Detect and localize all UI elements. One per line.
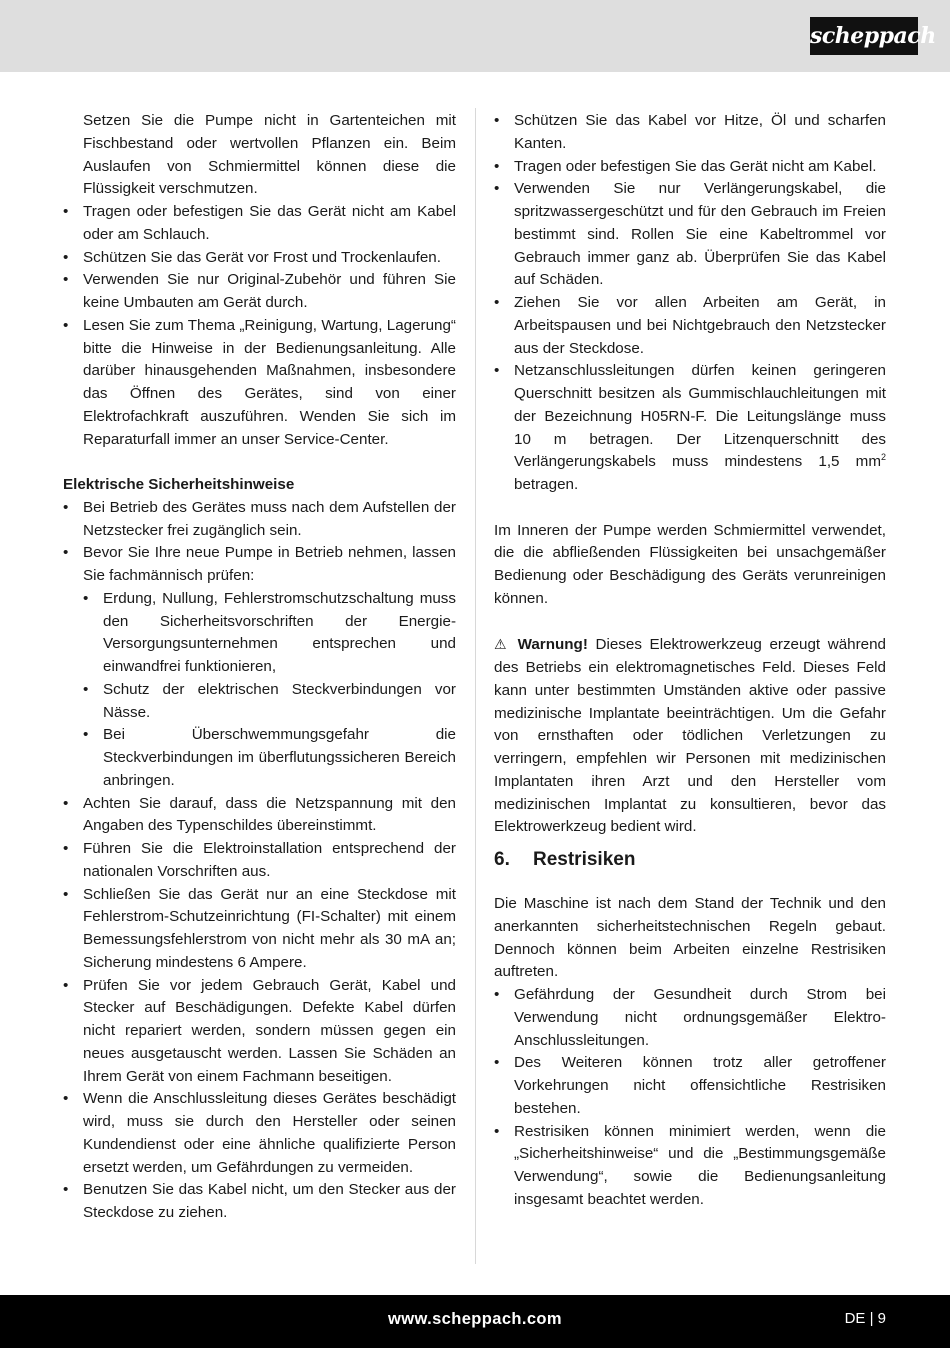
residual-risk-paragraph: Die Maschine ist nach dem Stand der Technik und den anerkannten sicherheitstechnischen Regeln gebaut. Dennoch können beim Arbeiten einzelne Restrisiken auftreten. — [494, 895, 886, 981]
header-band — [0, 0, 950, 72]
intro-paragraph: Setzen Sie die Pumpe nicht in Gartenteichen mit Fischbestand oder wertvollen Pflanzen ein. Beim Auslaufen von Schmiermittel können diese die Flüssigkeit verschmutzen. — [83, 112, 456, 198]
footer-band — [0, 1295, 950, 1348]
list-item: • Netzanschlussleitungen dürfen keinen geringeren Querschnitt besitzen als Gummischlauchleitungen mit der Bezeichnung H05RN-F. Die Leitungslänge muss 10 m betragen. Der Litzenquerschnitt des Verlängerungskabels muss mindestens 1,5 $mm^2$ betragen. — [494, 362, 886, 493]
warning-triangle-icon: ⚠ — [494, 636, 510, 653]
list-item: • Gefährdung der Gesundheit durch Strom bei Verwendung nicht ordnungsgemäßer Elektro-Anschlussleitungen. — [494, 986, 886, 1049]
page-number: DE | 9 — [844, 1310, 886, 1327]
list-item: • Verwenden Sie nur Original-Zubehör und führen Sie keine Umbauten am Gerät durch. — [63, 271, 456, 311]
general-bullet-list — [63, 201, 456, 451]
sub-list-item: • Bei Überschwemmungsgefahr die Steckverbindungen im überflutungssicheren Bereich anbringen. — [83, 726, 456, 789]
list-item: • Schließen Sie das Gerät nur an eine Steckdose mit Fehlerstrom-Schutzeinrichtung (FI-Schalter) mit einem Bemessungsfehlerstrom von nicht mehr als 30 mA an; Sicherung mindestens 6 Ampere. — [63, 885, 456, 971]
list-item: • Achten Sie darauf, dass die Netzspannung mit den Angaben des Typenschildes übereinstimmt. — [63, 794, 456, 835]
column-divider — [475, 108, 476, 1264]
list-item: • Führen Sie die Elektroinstallation entsprechend der nationalen Vorschriften aus. — [63, 840, 456, 880]
list-item: • Lesen Sie zum Thema „Reinigung, Wartung, Lagerung“ bitte die Hinweise in der Bedienungsanleitung. Alle darüber hinausgehenden Maßnahmen, insbesondere das Öffnen des Gerätes, sind von einer Elektrofachkraft auszuführen. Wenden Sie sich im Reparaturfall immer an unser Service-Center. — [63, 316, 456, 448]
left-column — [63, 110, 456, 1225]
list-item: • Ziehen Sie vor allen Arbeiten am Gerät, in Arbeitspausen und bei Nichtgebrauch den Netzstecker aus der Steckdose. — [494, 294, 886, 357]
list-item: • Prüfen Sie vor jedem Gebrauch Gerät, Kabel und Stecker auf Beschädigungen. Defekte Kabel dürfen nicht repariert werden, sondern müssen gegen ein neues ausgetauscht werden. Lassen Sie Schäden an Ihrem Gerät von einem Fachmann beseitigen. — [63, 976, 456, 1085]
section-title: Restrisiken — [533, 849, 636, 870]
residual-risk-list — [494, 984, 886, 1212]
section-heading — [494, 847, 886, 873]
section-number: 6. — [494, 849, 510, 870]
right-column — [494, 110, 886, 1212]
list-item: • Des Weiteren können trotz aller getroffener Vorkehrungen nicht offensichtliche Restrisiken bestehen. — [494, 1054, 886, 1117]
list-item: • Wenn die Anschlussleitung dieses Gerätes beschädigt wird, muss sie durch den Hersteller oder seinen Kundendienst oder eine ähnliche qualifizierte Person ersetzt werden, um Gefährdungen zu vermeiden. — [63, 1090, 456, 1176]
warning-text: Dieses Elektrowerkzeug erzeugt während des Betriebs ein elektromagnetisches Feld. Dieses Feld kann unter bestimmten Umständen aktive oder passive medizinische Implantate beeinträchtigen. Um die Gefahr von ernsthaften oder tödlichen Verletzungen zu verringern, empfehlen wir Personen mit medizinischen Implantaten ihren Arzt und den Hersteller vom medizinischen Implantat zu konsultieren, bevor das Elektrowerkzeug bedient wird. — [494, 636, 886, 836]
lubricant-paragraph: Im Inneren der Pumpe werden Schmiermittel verwendet, die die abfließenden Flüssigkeiten bei unsachgemäßer Bedienung oder Beschädigung des Geräts verunreinigen können. — [494, 521, 886, 607]
list-item: • Verwenden Sie nur Verlängerungskabel, die spritzwassergeschützt und für den Gebrauch im Freien bestimmt sind. Rollen Sie eine Kabeltrommel vor Gebrauch immer ganz ab. Überprüfen Sie das Kabel auf Schäden. — [494, 180, 886, 289]
superscript-two: 2 — [880, 452, 886, 463]
warning-paragraph — [494, 633, 886, 839]
electrical-safety-heading: Elektrische Sicherheitshinweise — [63, 476, 295, 493]
electrical-bullet-list — [63, 497, 456, 588]
list-item: • Tragen oder befestigen Sie das Gerät nicht am Kabel. — [494, 157, 877, 175]
footer-url: www.scheppach.com — [388, 1310, 562, 1328]
list-item: • Benutzen Sie das Kabel nicht, um den Stecker aus der Steckdose zu ziehen. — [63, 1181, 456, 1221]
list-item: • Tragen oder befestigen Sie das Gerät nicht am Kabel oder am Schlauch. — [63, 203, 456, 243]
inspection-sub-list — [83, 588, 456, 793]
list-item: • Schützen Sie das Kabel vor Hitze, Öl und scharfen Kanten. — [494, 112, 886, 152]
sub-list-item: • Erdung, Nullung, Fehlerstromschutzschaltung muss den Sicherheitsvorschriften der Energie-Versorgungsunternehmen entsprechen und einwandfrei funktionieren, — [83, 589, 456, 675]
sub-list-item: • Schutz der elektrischen Steckverbindungen vor Nässe. — [83, 680, 456, 721]
warning-label: Warnung! — [517, 636, 588, 654]
brand-logo: scheppach — [810, 17, 918, 55]
electrical-bullet-list-continued — [63, 793, 456, 1225]
list-item: • Bei Betrieb des Gerätes muss nach dem Aufstellen der Netzstecker frei zugänglich sein. — [63, 498, 456, 539]
list-item: • Bevor Sie Ihre neue Pumpe in Betrieb nehmen, lassen Sie fachmännisch prüfen: — [63, 544, 456, 584]
list-item: • Restrisiken können minimiert werden, wenn die „Sicherheitshinweise“ und die „Bestimmungsgemäße Verwendung“, sowie die Bedienungsanleitung insgesamt beachtet werden. — [494, 1122, 886, 1208]
list-item: • Schützen Sie das Gerät vor Frost und Trockenlaufen. — [63, 248, 441, 266]
cable-bullet-list — [494, 110, 886, 497]
